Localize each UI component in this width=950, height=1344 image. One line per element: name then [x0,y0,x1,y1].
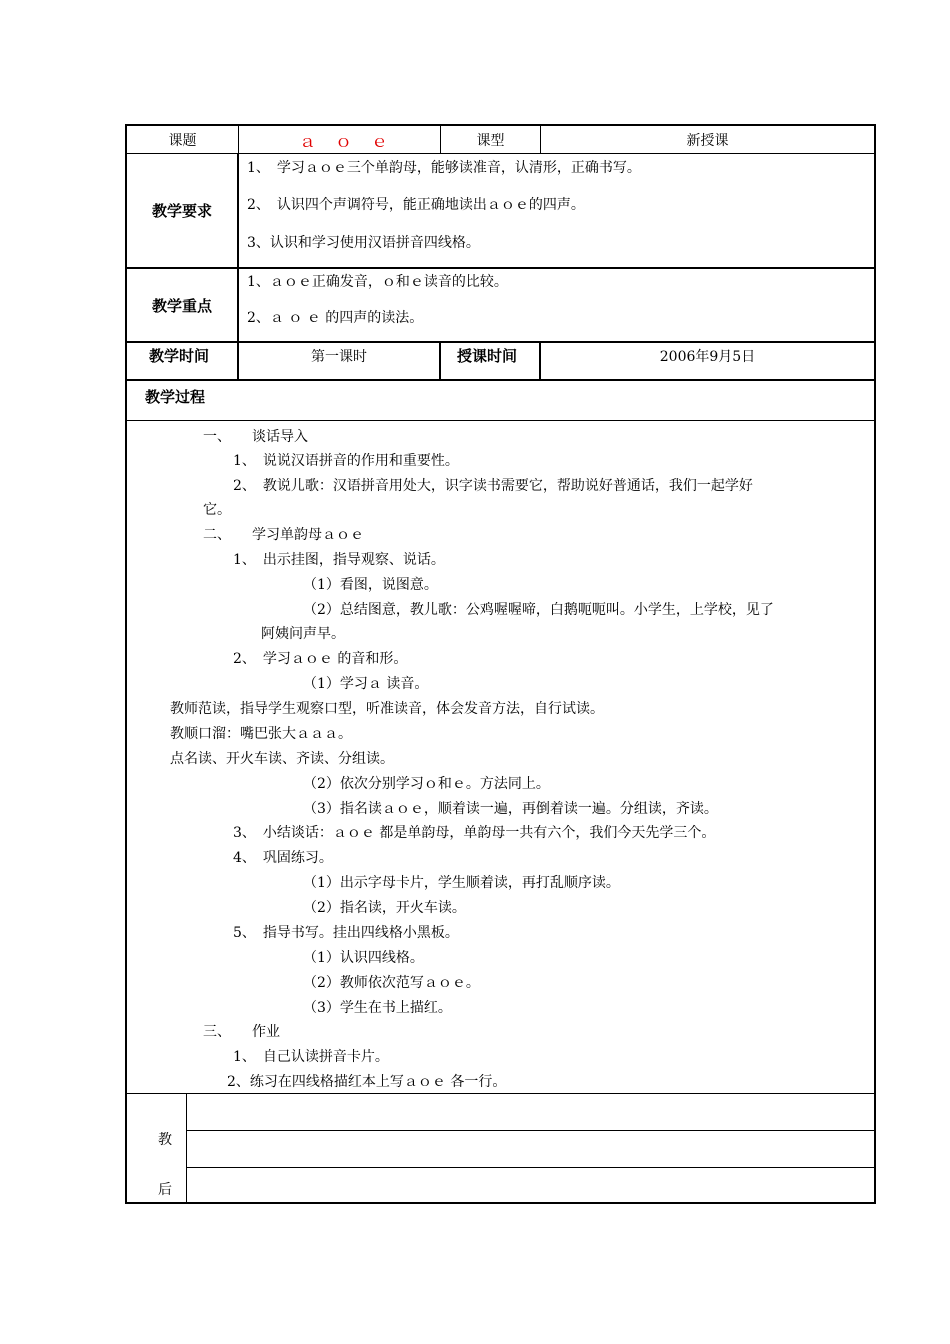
process-line: （1）认识四线格。 [303,950,424,966]
process-line: 三、 作业 [203,1024,280,1040]
after-class-label-top: 教 [158,1132,172,1148]
after-class-notes[interactable] [187,1094,874,1202]
process-line: （1）看图，说图意。 [303,577,438,593]
requirement-item: 3、认识和学习使用汉语拼音四线格。 [247,235,480,251]
process-line: 阿姨问声早。 [261,626,345,642]
type-label: 课型 [441,126,541,153]
process-line: （2）教师依次范写ａｏｅ。 [303,975,480,991]
key-points-content [239,269,874,341]
process-label: 教学过程 [145,388,206,406]
process-line: 教师范读，指导学生观察口型，听准读音，体会发音方法，自行试读。 [170,701,604,717]
lesson-plan-table [125,124,876,1204]
process-line: 一、 谈话导入 [203,429,308,445]
process-line: 3、 小结谈话：ａｏｅ 都是单韵母，单韵母一共有六个，我们今天先学三个。 [233,825,716,841]
after-class-label [127,1094,187,1202]
process-line: 2、 教说儿歌：汉语拼音用处大，识字读书需要它，帮助说好普通话，我们一起学好 [233,478,753,494]
time-value: 第一课时 [239,343,441,379]
requirement-item: 1、 学习ａｏｅ三个单韵母，能够读准音，认清形，正确书写。 [247,160,641,176]
requirements-content [239,154,874,267]
process-line: （2）指名读，开火车读。 [303,900,466,916]
process-line: （2）总结图意，教儿歌：公鸡喔喔啼，白鹅呃呃叫。小学生，上学校，见了 [303,602,774,618]
requirements-row [127,154,874,269]
date-label: 授课时间 [441,343,541,379]
process-line: 教顺口溜：嘴巴张大ａａａ。 [170,726,352,742]
header-row [127,126,874,154]
process-line: （3）指名读ａｏｅ，顺着读一遍，再倒着读一遍。分组读，齐读。 [303,801,718,817]
process-line: 1、 说说汉语拼音的作用和重要性。 [233,453,459,469]
topic-value: ａ ｏ ｅ [239,126,441,153]
process-line: （1）出示字母卡片，学生顺着读，再打乱顺序读。 [303,875,620,891]
process-line: （2）依次分别学习ｏ和ｅ。方法同上。 [303,776,550,792]
requirements-label: 教学要求 [127,154,239,267]
date-value: 2006年9月5日 [659,349,756,365]
key-points-row [127,269,874,343]
requirement-item: 2、 认识四个声调符号，能正确地读出ａｏｅ的四声。 [247,197,585,213]
process-line: 它。 [203,502,231,518]
key-point-item: 2、ａ ｏ ｅ 的四声的读法。 [247,310,424,326]
process-line: 点名读、开火车读、齐读、分组读。 [170,751,394,767]
process-line: 1、 出示挂图，指导观察、说话。 [233,552,445,568]
process-line: 4、 巩固练习。 [233,850,333,866]
notes-divider [187,1130,874,1131]
type-value: 新授课 [686,132,729,149]
schedule-row [127,343,874,381]
process-content [127,421,874,1093]
key-point-item: 1、ａｏｅ正确发音，ｏ和ｅ读音的比较。 [247,274,508,290]
process-line: 二、 学习单韵母ａｏｅ [203,527,364,543]
after-class-label-bottom: 后 [158,1182,172,1198]
process-line: 1、 自己认读拼音卡片。 [233,1049,389,1065]
process-line: 5、 指导书写。挂出四线格小黑板。 [233,925,459,941]
process-line: （1）学习ａ 读音。 [303,676,429,692]
after-class-row [127,1094,874,1202]
notes-divider [187,1167,874,1168]
process-line: 2、 学习ａｏｅ 的音和形。 [233,651,408,667]
topic-label: 课题 [127,126,239,153]
process-content-row [127,421,874,1094]
key-points-label: 教学重点 [127,269,239,341]
time-label: 教学时间 [127,343,239,379]
process-line: 2、练习在四线格描红本上写ａｏｅ 各一行。 [227,1074,507,1090]
process-line: （3）学生在书上描红。 [303,1000,452,1016]
process-label-row [127,381,874,421]
